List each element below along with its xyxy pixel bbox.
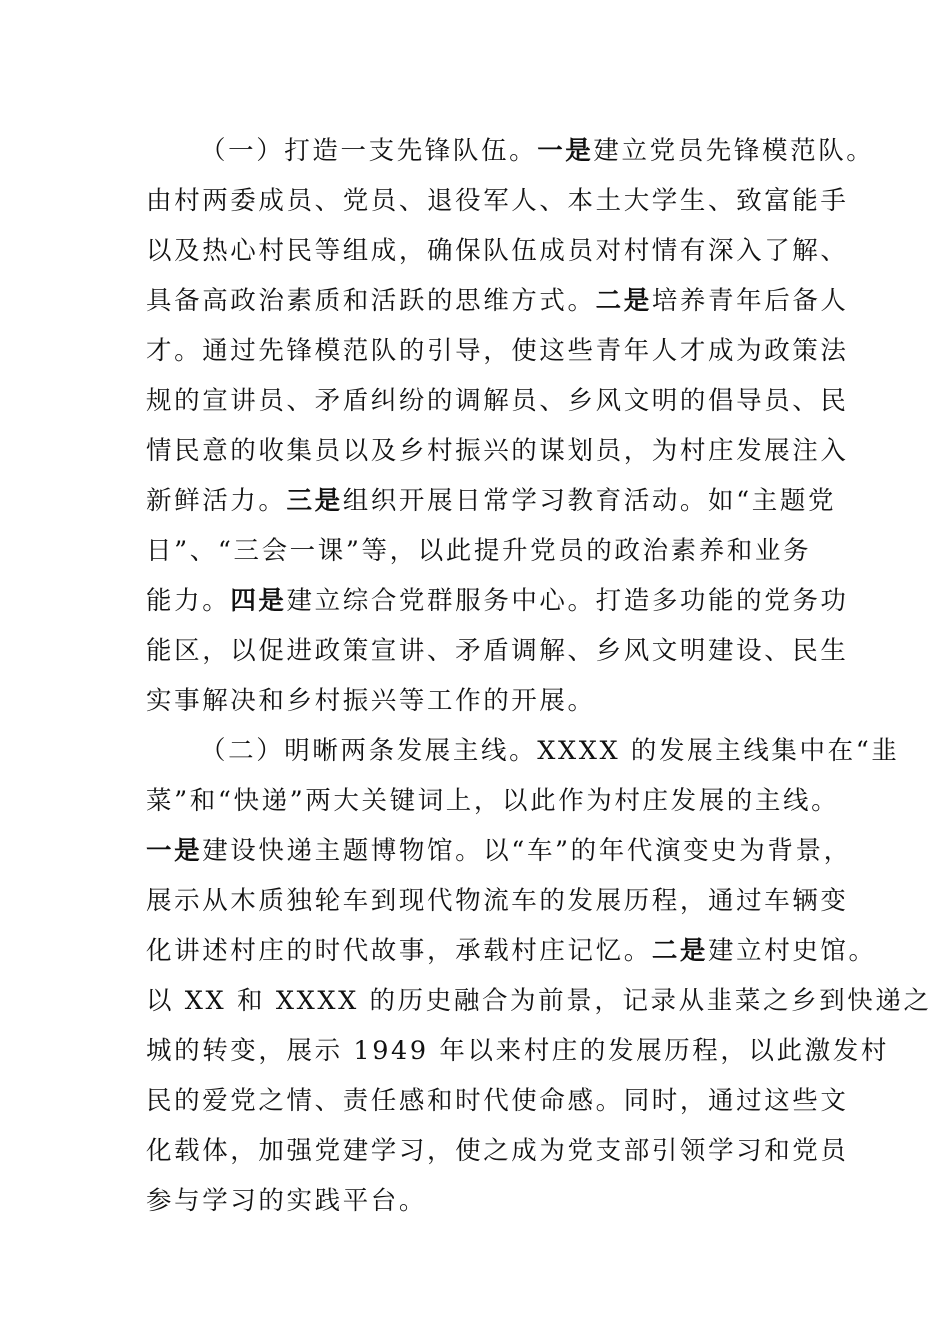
text-segment: 新鲜活力。 (146, 486, 287, 516)
text-segment: 以 XX 和 XXXX 的历史融合为前景，记录从韭菜之乡到快递之 (146, 986, 932, 1016)
paragraph (146, 726, 932, 1226)
text-segment: 能力。 (146, 586, 231, 616)
text-segment: 具备高政治素质和活跃的思维方式。 (146, 286, 596, 316)
text-line (146, 1126, 849, 1176)
bold-keyword: 三是 (286, 486, 343, 516)
bold-keyword: 一是 (537, 136, 594, 166)
text-line (146, 176, 849, 226)
document-body (146, 126, 932, 1226)
text-segment: 由村两委成员、党员、退役军人、本土大学生、致富能手 (146, 186, 849, 216)
text-segment: （一）打造一支先锋队伍。 (200, 136, 538, 166)
text-line (146, 976, 932, 1026)
text-segment: 化讲述村庄的时代故事，承载村庄记忆。 (146, 936, 652, 966)
text-segment: 培养青年后备人 (651, 286, 849, 316)
text-segment: 以及热心村民等组成，确保队伍成员对村情有深入了解、 (146, 236, 849, 266)
text-segment: 城的转变，展示 1949 年以来村庄的发展历程，以此激发村 (146, 1036, 890, 1066)
text-line (146, 426, 849, 476)
text-line (146, 476, 837, 526)
text-segment: 建立综合党群服务中心。打造多功能的党务功 (286, 586, 849, 616)
text-line (146, 526, 811, 576)
text-segment: 情民意的收集员以及乡村振兴的谋划员，为村庄发展注入 (146, 436, 849, 466)
text-line (146, 576, 849, 626)
text-segment: 菜”和“快递”两大关键词上，以此作为村庄发展的主线。 (146, 786, 840, 816)
text-line (146, 376, 849, 426)
bold-keyword: 二是 (595, 286, 652, 316)
text-line (146, 326, 849, 376)
text-line (146, 126, 875, 176)
bold-keyword: 四是 (230, 586, 287, 616)
text-line (146, 876, 849, 926)
bold-keyword: 二是 (651, 936, 709, 966)
text-line (146, 276, 849, 326)
text-segment: 建设快递主题博物馆。以“车”的年代演变史为背景， (202, 836, 852, 866)
text-line (146, 826, 852, 876)
text-segment: 组织开展日常学习教育活动。如“主题党 (342, 486, 837, 516)
text-line (146, 1176, 811, 1226)
text-segment: 实事解决和乡村振兴等工作的开展。 (146, 686, 596, 716)
text-segment: 民的爱党之情、责任感和时代使命感。同时，通过这些文 (146, 1086, 849, 1116)
text-segment: 规的宣讲员、矛盾纠纷的调解员、乡风文明的倡导员、民 (146, 386, 849, 416)
text-line (146, 726, 900, 776)
text-segment: 化载体，加强党建学习，使之成为党支部引领学习和党员 (146, 1136, 849, 1166)
text-line (146, 226, 849, 276)
text-line (146, 626, 849, 676)
text-segment: 参与学习的实践平台。 (146, 1186, 428, 1216)
text-line (146, 776, 840, 826)
paragraph (146, 126, 875, 726)
text-segment: 能区，以促进政策宣讲、矛盾调解、乡风文明建设、民生 (146, 636, 849, 666)
bold-keyword: 一是 (146, 836, 203, 866)
text-segment: 才。通过先锋模范队的引导，使这些青年人才成为政策法 (146, 336, 849, 366)
text-segment: 日”、“三会一课”等，以此提升党员的政治素养和业务 (146, 536, 812, 566)
text-line (146, 1026, 890, 1076)
text-segment: 展示从木质独轮车到现代物流车的发展历程，通过车辆变 (146, 886, 849, 916)
text-segment: 建立党员先锋模范队。 (593, 136, 875, 166)
text-line (146, 1076, 849, 1126)
text-line (146, 926, 877, 976)
text-segment: 建立村史馆。 (708, 936, 877, 966)
text-line (146, 676, 811, 726)
text-segment: （二）明晰两条发展主线。XXXX 的发展主线集中在“韭 (200, 736, 900, 766)
